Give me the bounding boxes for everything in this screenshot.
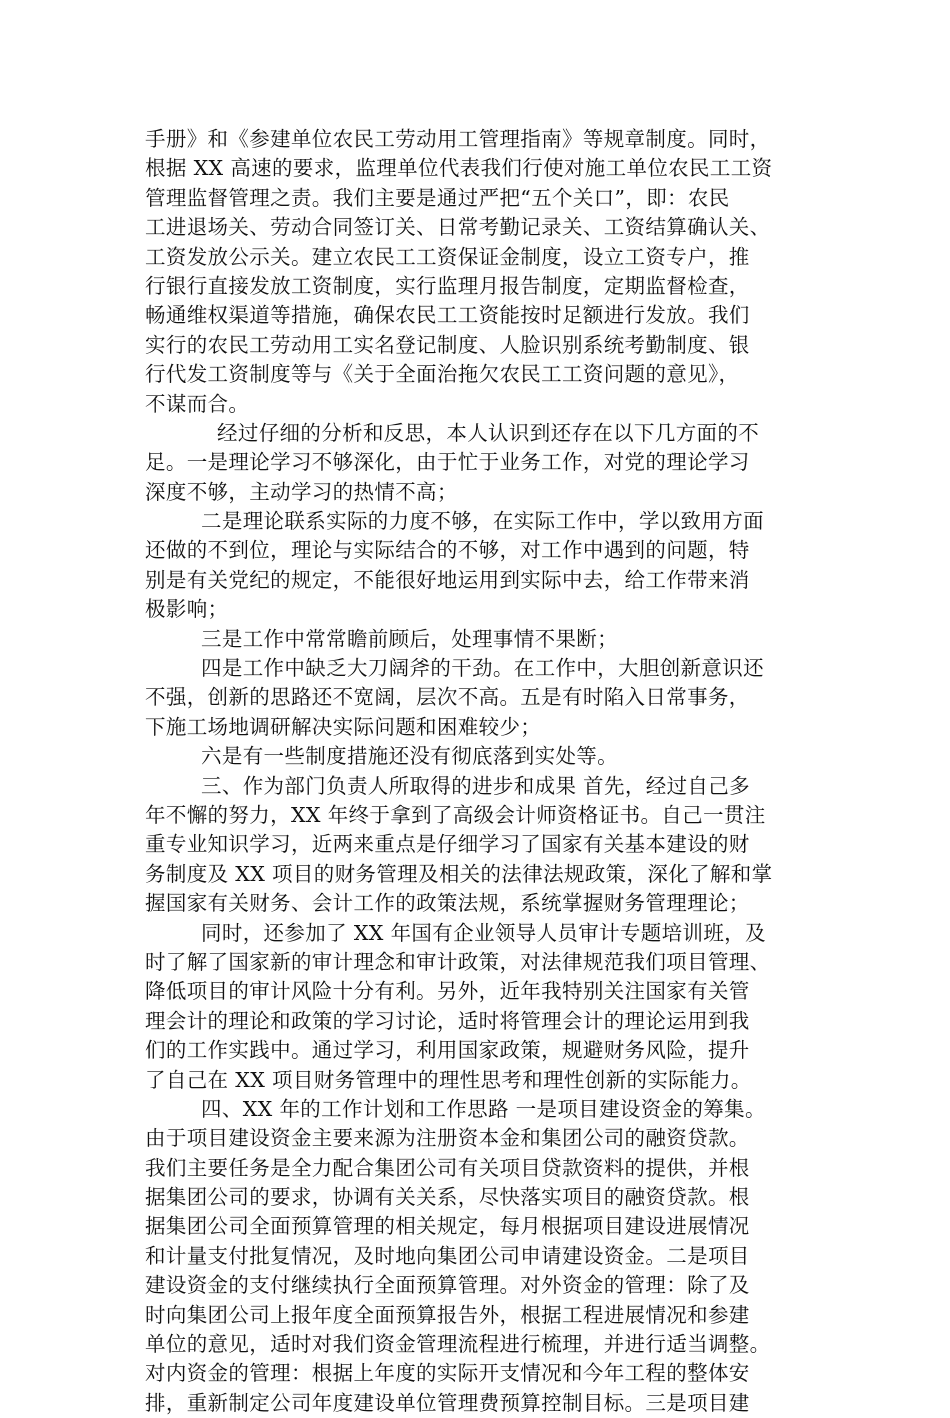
document-body-text (145, 125, 825, 1418)
text-line: 降低项目的审计风险十分有利。另外，近年我特别关注国家有关管 (145, 979, 750, 1004)
text-line: 工资发放公示关。建立农民工工资保证金制度，设立工资专户，推 (145, 244, 750, 269)
text-line: 管理监督管理之责。我们主要是通过严把“五个关口”，即：农民 (145, 185, 730, 210)
text-line: 同时，还参加了 XX 年国有企业领导人员审计专题培训班，及 (201, 920, 766, 945)
text-line: 时向集团公司上报年度全面预算报告外，根据工程进展情况和参建 (145, 1302, 750, 1327)
text-line: 二是理论联系实际的力度不够，在实际工作中，学以致用方面 (201, 509, 764, 534)
text-line: 理会计的理论和政策的学习讨论，适时将管理会计的理论运用到我 (145, 1008, 750, 1033)
text-line: 根据 XX 高速的要求，监理单位代表我们行使对施工单位农民工工资 (145, 156, 773, 181)
text-line: 们的工作实践中。通过学习，利用国家政策，规避财务风险，提升 (145, 1038, 750, 1063)
text-line: 对内资金的管理：根据上年度的实际开支情况和今年工程的整体安 (145, 1361, 750, 1386)
text-line: 还做的不到位，理论与实际结合的不够，对工作中遇到的问题，特 (145, 538, 750, 563)
text-line: 四、XX 年的工作计划和工作思路 一是项目建设资金的筹集。 (201, 1096, 766, 1121)
text-line: 经过仔细的分析和反思，本人认识到还存在以下几方面的不 (217, 420, 760, 445)
text-line: 和计量支付批复情况，及时地向集团公司申请建设资金。二是项目 (145, 1243, 750, 1268)
text-line: 下施工场地调研解决实际问题和困难较少； (145, 714, 542, 739)
text-line: 排，重新制定公司年度建设单位管理费预算控制目标。三是项目建 (145, 1390, 750, 1415)
text-line: 由于项目建设资金主要来源为注册资本金和集团公司的融资贷款。 (145, 1126, 750, 1151)
text-line: 手册》和《参建单位农民工劳动用工管理指南》等规章制度。同时， (145, 127, 771, 151)
text-line: 深度不够，主动学习的热情不高； (145, 479, 458, 504)
text-line: 务制度及 XX 项目的财务管理及相关的法律法规政策，深化了解和掌 (145, 861, 773, 886)
text-line: 行银行直接发放工资制度，实行监理月报告制度，定期监督检查， (145, 273, 750, 298)
text-line: 畅通维权渠道等措施，确保农民工工资能按时足额进行发放。我们 (145, 303, 750, 328)
text-line: 四是工作中缺乏大刀阔斧的干劲。在工作中，大胆创新意识还 (201, 656, 764, 681)
text-line: 握国家有关财务、会计工作的政策法规，系统掌握财务管理理论； (145, 891, 750, 916)
text-line: 三、作为部门负责人所取得的进步和成果 首先，经过自己多 (201, 773, 750, 798)
text-line: 行代发工资制度等与《关于全面治拖欠农民工工资问题的意见》， (145, 362, 740, 387)
text-line: 不谋而合。 (145, 391, 250, 416)
text-line: 我们主要任务是全力配合集团公司有关项目贷款资料的提供，并根 (145, 1155, 750, 1180)
text-line: 足。一是理论学习不够深化，由于忙于业务工作，对党的理论学习 (145, 450, 750, 475)
text-line: 不强，创新的思路还不宽阔，层次不高。五是有时陷入日常事务， (145, 685, 750, 710)
text-line: 据集团公司全面预算管理的相关规定，每月根据项目建设进展情况 (145, 1214, 750, 1239)
text-line: 六是有一些制度措施还没有彻底落到实处等。 (201, 744, 618, 769)
text-line: 建设资金的支付继续执行全面预算管理。对外资金的管理：除了及 (145, 1273, 750, 1298)
text-line: 工进退场关、劳动合同签订关、日常考勤记录关、工资结算确认关、 (145, 215, 771, 240)
text-line: 单位的意见，适时对我们资金管理流程进行梳理，并进行适当调整。 (145, 1332, 771, 1357)
text-line: 了自己在 XX 项目财务管理中的理性思考和理性创新的实际能力。 (145, 1067, 752, 1092)
text-line: 别是有关党纪的规定，不能很好地运用到实际中去，给工作带来消 (145, 567, 750, 592)
text-line: 极影响； (145, 597, 229, 622)
text-line: 重专业知识学习，近两来重点是仔细学习了国家有关基本建设的财 (145, 832, 750, 857)
text-line: 三是工作中常常瞻前顾后，处理事情不果断； (201, 626, 618, 651)
text-line: 据集团公司的要求，协调有关关系，尽快落实项目的融资贷款。根 (145, 1185, 750, 1210)
text-line: 时了解了国家新的审计理念和审计政策，对法律规范我们项目管理、 (145, 949, 771, 974)
text-line: 实行的农民工劳动用工实名登记制度、人脸识别系统考勤制度、银 (145, 332, 750, 357)
text-line: 年不懈的努力，XX 年终于拿到了高级会计师资格证书。自己一贯注 (145, 802, 766, 827)
